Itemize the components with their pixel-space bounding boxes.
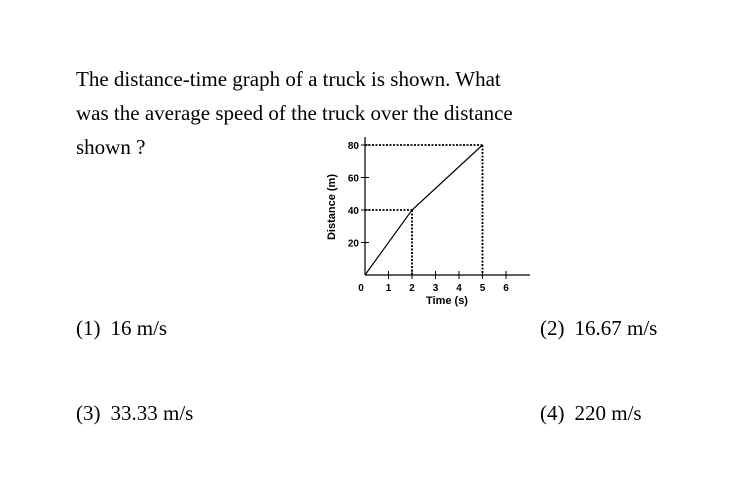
- x-tick-label: 4: [456, 283, 462, 294]
- option-number: (1): [76, 316, 101, 340]
- option-1[interactable]: [76, 316, 167, 341]
- y-tick-label: 40: [347, 206, 359, 217]
- question-line: The distance-time graph of a truck is shown. What: [76, 67, 501, 91]
- x-tick-label: 3: [432, 283, 439, 294]
- question-line: shown ?: [76, 135, 146, 159]
- option-text: 16 m/s: [110, 316, 168, 340]
- option-text: 220 m/s: [574, 401, 642, 425]
- question-line: was the average speed of the truck over the distance: [76, 101, 513, 125]
- option-text: 33.33 m/s: [110, 401, 194, 425]
- x-tick-label: 2: [409, 283, 415, 294]
- x-tick-label: 5: [479, 283, 486, 294]
- option-4[interactable]: [540, 401, 642, 426]
- option-2[interactable]: [540, 316, 657, 341]
- x-axis-label: Time (s): [426, 295, 468, 307]
- option-number: (4): [540, 401, 565, 425]
- option-3[interactable]: [76, 401, 193, 426]
- distance-time-graph: [320, 132, 540, 312]
- x-tick-label: 1: [385, 283, 392, 294]
- y-axis-label: Distance (m): [326, 173, 338, 241]
- x-tick-label: 6: [503, 283, 509, 294]
- y-tick-label: 80: [347, 141, 359, 152]
- y-tick-label: 20: [347, 238, 359, 250]
- option-number: (3): [76, 401, 101, 425]
- option-number: (2): [540, 316, 565, 340]
- option-text: 16.67 m/s: [574, 316, 658, 340]
- x-tick-label: 0: [358, 283, 364, 294]
- y-tick-label: 60: [347, 173, 359, 185]
